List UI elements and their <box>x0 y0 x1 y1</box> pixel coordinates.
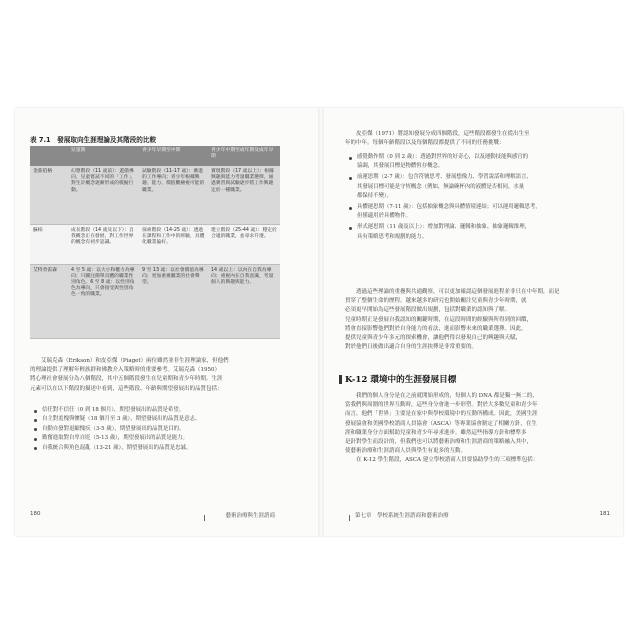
list-item <box>32 434 290 443</box>
table-header-cell: 青少年早期至中期 <box>139 146 208 166</box>
list-item <box>32 406 290 415</box>
list-item <box>32 415 290 424</box>
text-line: 是針對學生而設計的，但我們也可以將藝術治療和生涯諮商的策略融入其中， <box>345 438 533 445</box>
text-line: 元素可以在以下階段的描述中看到，這些階段、年齡與期望發展出的品質包括： <box>30 385 223 392</box>
text-line: 對於他們日後做出適合自身的生涯抉擇是非常重要的。 <box>345 344 478 351</box>
footer-divider <box>204 515 205 521</box>
bullet-icon <box>34 438 37 441</box>
list-item <box>347 153 609 171</box>
list-item-text: 其發展目標可能是守恆概念（例如，無論碗杯內的液體是否相同，水量 <box>357 183 525 190</box>
list-item-text: 感覺動作期（0 到 2 歲）：透過對世界的好奇心，以及運動技能與感官的 <box>357 154 529 160</box>
list-item-text: 協調，其發展目標是物體恆存概念。 <box>357 163 444 170</box>
list-item-text: 勤奮進取對自卑自貶（5-13 歲），期望發展出的品質是能力。 <box>42 435 188 442</box>
intro-paragraph <box>345 130 607 148</box>
text-line: 艾瑞克森（Erikson）和皮亞傑（Piaget）兩位雖然並非生涯理論家，但他們 <box>41 358 229 364</box>
footer-divider <box>349 515 350 521</box>
list-item <box>347 203 609 221</box>
page-number: 181 <box>599 511 610 517</box>
text-line: 兒童時期正是發展自我認知的關鍵時期，在這段時間的經驗與所得到的回饋， <box>345 316 533 323</box>
text-line: 將會直接影響他們對於自身能力的看法，進而影響未來的職業選擇。因此， <box>345 325 527 332</box>
page-number: 180 <box>30 511 41 517</box>
text-line: 涯和職業身分方面幫助兒童和青少年尋求進步。雖然這些指導方針和標準多 <box>345 429 527 436</box>
body-paragraph <box>345 288 607 352</box>
list-item-text: 具體運思期（7-11 歲）：包括抽象概念與具體情境連結；可以運用邏輯思考， <box>357 204 541 211</box>
bullet-list <box>32 406 290 453</box>
table-header-cell: 青少年中期至成年期及成年早期 <box>208 146 280 166</box>
heading-marker <box>339 375 342 384</box>
table-header-cell <box>30 146 68 166</box>
list-item-text: 都保持不變）。 <box>357 192 393 199</box>
right-footer <box>345 511 610 521</box>
table-cell: 實現階段（17 歲以上）：根據興趣與能力考量職業選擇，通過實習與試驗逐步將工作興趣定於一種職業。 <box>208 166 280 224</box>
bullet-icon <box>34 428 37 431</box>
text-line: 的理論提供了理解年輕族群和佛教介入策略時的重要參考。艾瑞克森（1950） <box>30 367 220 374</box>
list-item <box>347 173 609 201</box>
list-item <box>32 425 290 434</box>
left-page <box>30 120 295 520</box>
bullet-icon <box>349 177 352 180</box>
text-line: 使藝術治療和生涯諮商人員與學生有更多的互動。 <box>345 448 467 455</box>
stage-list <box>347 153 609 242</box>
right-page <box>345 120 610 520</box>
list-item-text: 自我統合與角色混亂（13-21 歲），期望發展出的品質是忠誠。 <box>42 444 192 451</box>
book-gutter <box>318 108 324 536</box>
bullet-icon <box>349 227 352 230</box>
list-item <box>347 223 609 241</box>
table-header-cell: 兒童期 <box>68 146 139 166</box>
table-cell: 成長階段（14 歲及以下）：自我概念正在發展，對工作世界的概念有初步認識。 <box>68 224 139 264</box>
text-line: 提供兒童與青少年多元的探索機會，讓他們得以發現自己的興趣與天賦， <box>345 334 522 341</box>
bullet-icon <box>34 419 37 422</box>
text-line: 透過這些理論的重疊與共通觀察，可以更加確認這個發展進程並非只在中年期，而是 <box>356 289 560 295</box>
body-paragraph <box>30 357 290 394</box>
table-row-header: 金茲伯格 <box>30 166 68 224</box>
text-line: 皮亞傑（1971）將認知發展分成四個階段，這些階段都發生在從出生至 <box>356 131 530 137</box>
table-row <box>30 264 280 338</box>
table-row-header: 艾特肯雷森 <box>30 264 68 338</box>
comparison-table <box>30 146 280 339</box>
text-line: 我們的個人身分是在之前就開始形成的，每個人的 DNA 都是獨一無二的， <box>356 393 538 399</box>
text-line: 而言，他們「世界」主要是在家中與學校環境中的互動所構成。因此，美國生涯 <box>345 411 538 418</box>
table-cell: 14 歲以上：以內在自我為導向；重視內在自我意識，考量個人的興趣與能力。 <box>208 264 280 338</box>
table-header-row <box>30 146 280 166</box>
text-line: 年的中年。每個年齡階段以及每個階段都提供了不同的任務挑戰： <box>345 140 505 147</box>
bullet-icon <box>349 207 352 210</box>
table-cell: 建立階段（25-44 歲）：穩定於合適的職業，並尋求升遷。 <box>208 224 280 264</box>
list-item-text: 自動自發對退縮愧疚（3-5 歲），期望發展出的品質是目的。 <box>42 425 185 432</box>
table-cell: 4 至 5 歲：以大小和權力為導向；只關注簡單具體的職業性別角色。6 至 8 歲：以性別角色為導向，只會接受與性別角色一致的職業。 <box>68 264 139 338</box>
text-line: 在 K-12 學生階段，ASCA 建立學校諮商人員要協助學生的三項標準包括： <box>356 457 539 464</box>
bullet-icon <box>349 157 352 160</box>
text-line: 發展協會和美國學校諮商人員協會（ASCA）等專業協會制定了相關方針，在生 <box>345 420 537 427</box>
table-cell: 探索階段（14-25 歲）：透過在課程和工作中的經驗，具體化職業偏好。 <box>139 224 208 264</box>
running-title: 藝術治療與生涯諮商 <box>225 513 275 519</box>
text-line: 將心理社會發展分為八個階段，其中五個階段發生在兒童期和青少年時期。生涯 <box>30 376 223 383</box>
list-item-text: 自主對羞愧與懷疑（18 個月至 3 歲），期望發展出的品質是意志。 <box>42 416 201 423</box>
table-caption: 表 7.1 發展取向生涯理論及其階段的比較 <box>30 136 157 144</box>
table-row-header: 蘇柏 <box>30 224 68 264</box>
text-line: 當我們與周圍的世界互動時，這些身分會進一步形塑。對於大多數兒童和青少年 <box>345 402 538 409</box>
left-footer <box>30 511 295 521</box>
table-row <box>30 166 280 224</box>
text-line: 貫穿了整個生命的歷程。越來越多的研究也開始關注兒童與青少年時期，就 <box>345 298 527 305</box>
bullet-icon <box>34 410 37 413</box>
running-title: 第七章 學校系統生涯諮商和藝術治療 <box>355 513 449 519</box>
section-heading: K-12 環境中的生涯發展目標 <box>345 375 457 385</box>
list-item-text: 但僅適用於具體物件。 <box>357 213 411 220</box>
table-row <box>30 224 280 264</box>
list-item-text: 形式運思期（11 歲及以上）：增加對理論、邏輯和抽象、抽象邏輯推理， <box>357 224 530 231</box>
table-cell: 試驗階段（11-17 歲）：漸進的工作導向；青少年根據興趣、能力、價值觀檢視可能的職業。 <box>139 166 208 224</box>
table-cell: 9 至 13 歲：以社會價值為導向；更加重視職業的社會聲望。 <box>139 264 208 338</box>
list-item <box>32 444 290 453</box>
bullet-icon <box>34 447 37 450</box>
table-cell: 幻想階段（11 歲前）：遊戲導向，兒童嘗試不同的「工作」，對生計概念逐漸形成的模擬行動。 <box>68 166 139 224</box>
list-item-text: 前運思期（2-7 歲）：包含符號思考、發展想像力、學習說話和理解語言， <box>357 174 532 181</box>
section-paragraph <box>345 392 607 466</box>
list-item-text: 信任對不信任（0 到 18 個月），期望發展出的品質是希望。 <box>42 407 185 413</box>
text-line: 必須更早開始為這些發展階段做出規劃，包括對職業的認知與了解。 <box>345 307 511 314</box>
list-item-text: 具有策略思考和規劃的能力。 <box>357 233 428 240</box>
